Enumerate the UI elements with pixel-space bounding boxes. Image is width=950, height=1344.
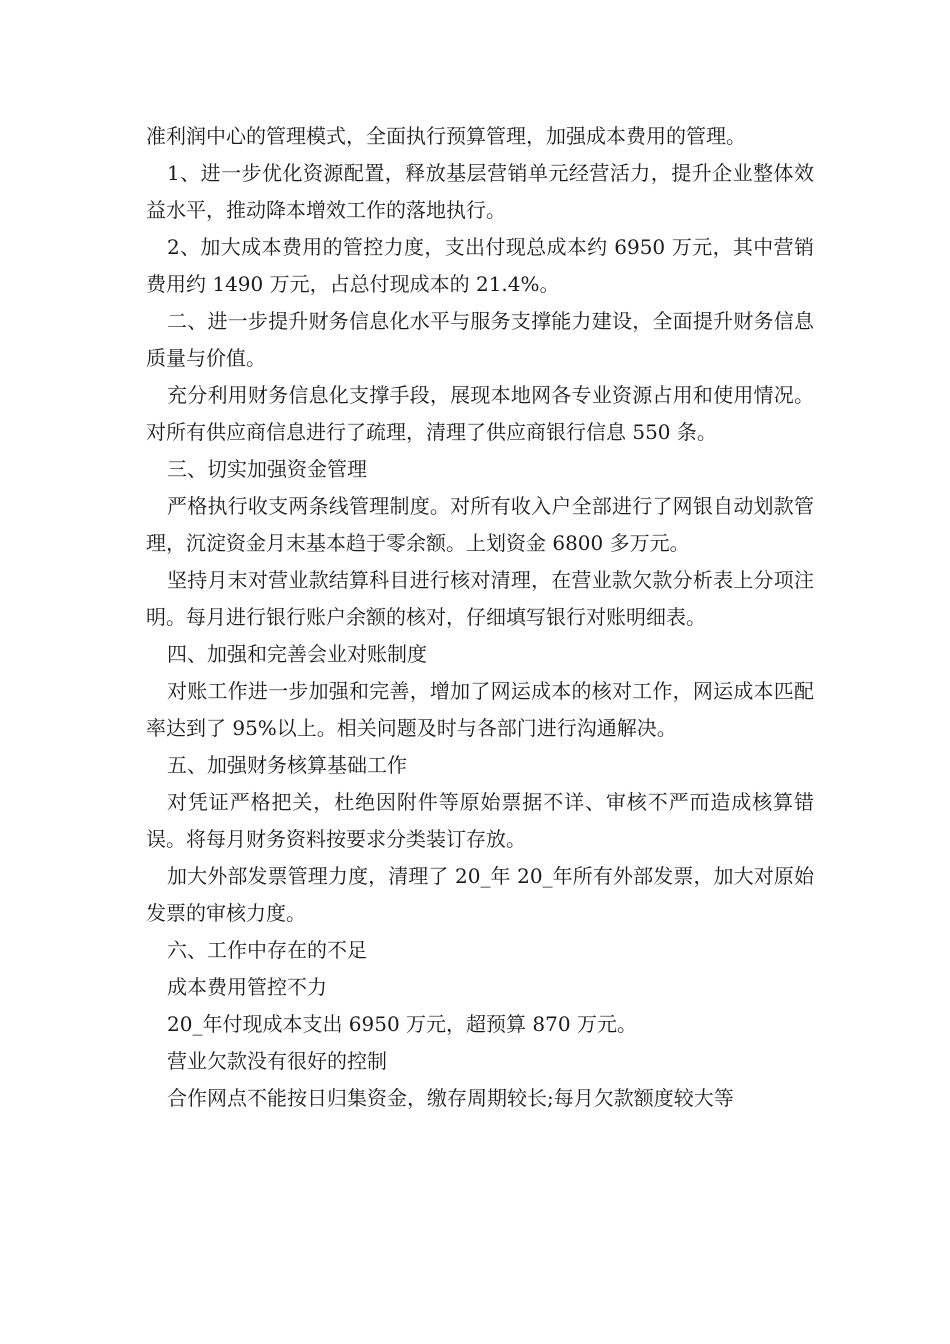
paragraph: 坚持月末对营业款结算科目进行核对清理，在营业款欠款分析表上分项注明。每月进行银行账户余额的核对，仔细填写银行对账明细表。 xyxy=(146,568,814,629)
paragraph: 对账工作进一步加强和完善，增加了网运成本的核对工作，网运成本匹配率达到了 95%以上。相关问题及时与各部门进行沟通解决。 xyxy=(146,679,814,740)
paragraph: 1、进一步优化资源配置，释放基层营销单元经营活力，提升企业整体效益水平，推动降本增效工作的落地执行。 xyxy=(146,161,814,222)
paragraph: 20_年付现成本支出 6950 万元，超预算 870 万元。 xyxy=(167,1012,637,1036)
paragraph: 充分利用财务信息化支撑手段，展现本地网各专业资源占用和使用情况。对所有供应商信息进行了疏理，清理了供应商银行信息 550 条。 xyxy=(146,383,814,444)
paragraph: 加大外部发票管理力度，清理了 20_年 20_年所有外部发票，加大对原始发票的审核力度。 xyxy=(146,864,814,925)
section-heading: 六、工作中存在的不足 xyxy=(167,938,367,962)
paragraph: 2、加大成本费用的管控力度，支出付现总成本约 6950 万元，其中营销费用约 1490 万元，占总付现成本的 21.4%。 xyxy=(146,235,814,296)
section-heading: 四、加强和完善会业对账制度 xyxy=(167,642,427,666)
sub-heading: 营业欠款没有很好的控制 xyxy=(167,1049,387,1073)
paragraph: 准利润中心的管理模式，全面执行预算管理，加强成本费用的管理。 xyxy=(146,124,746,148)
section-heading: 二、进一步提升财务信息化水平与服务支撑能力建设，全面提升财务信息质量与价值。 xyxy=(146,309,814,370)
paragraph: 严格执行收支两条线管理制度。对所有收入户全部进行了网银自动划款管理，沉淀资金月末基本趋于零余额。上划资金 6800 多万元。 xyxy=(146,494,814,555)
document-body xyxy=(146,118,814,1117)
section-heading: 三、切实加强资金管理 xyxy=(167,457,367,481)
section-heading: 五、加强财务核算基础工作 xyxy=(167,753,407,777)
paragraph: 合作网点不能按日归集资金，缴存周期较长;每月欠款额度较大等 xyxy=(167,1086,734,1110)
sub-heading: 成本费用管控不力 xyxy=(167,975,327,999)
paragraph: 对凭证严格把关，杜绝因附件等原始票据不详、审核不严而造成核算错误。将每月财务资料按要求分类装订存放。 xyxy=(146,790,814,851)
